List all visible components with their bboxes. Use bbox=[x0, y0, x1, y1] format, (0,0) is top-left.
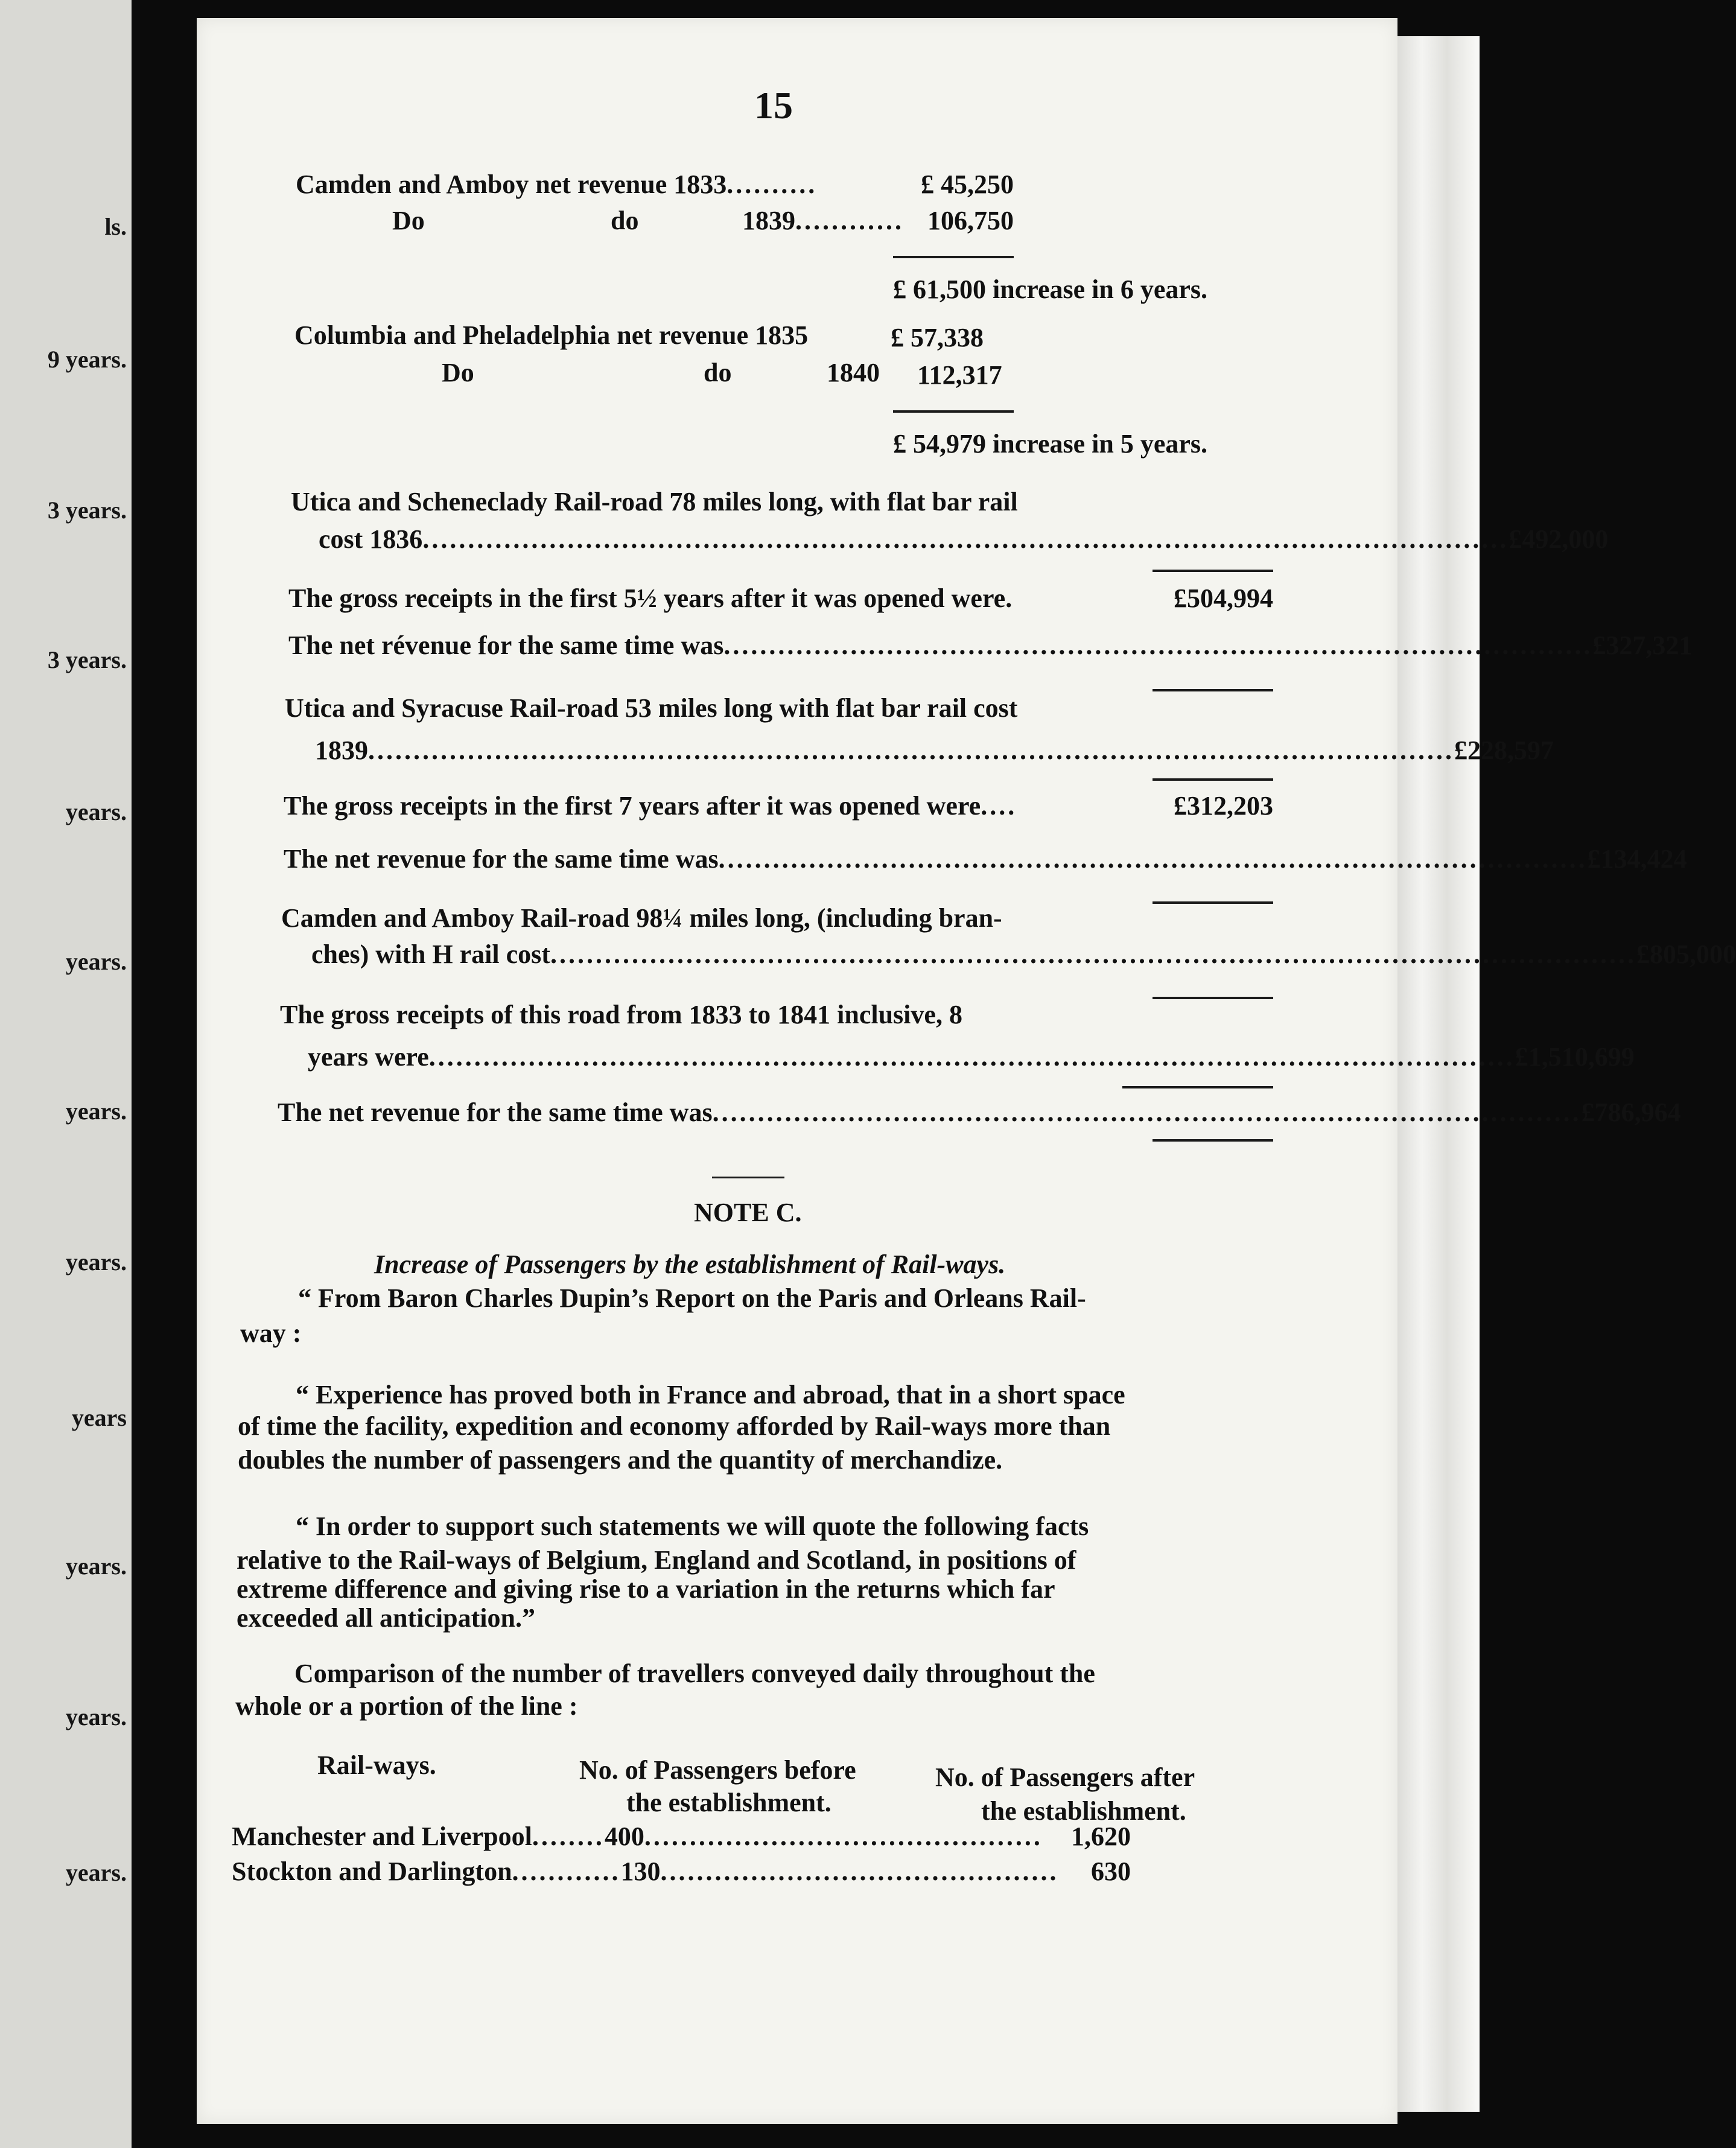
camden-road-line1: Camden and Amboy Rail-road 98¼ miles long, (including bran- bbox=[281, 903, 1002, 933]
us-net-amount: £327,321 bbox=[1592, 631, 1693, 660]
quote1-line: way : bbox=[240, 1318, 302, 1348]
quote2-line: of time the facility, expedition and economy afforded by Rail-ways more than bbox=[238, 1411, 1111, 1441]
usy-net-amount: £134,424 bbox=[1587, 844, 1687, 874]
table-cell-railway: Stockton and Darlington bbox=[232, 1857, 512, 1886]
rule bbox=[1153, 1139, 1273, 1142]
left-fragment: years. bbox=[65, 1098, 127, 1125]
utica-syracuse-line2: 1839 ........................................................................................................................ £228,597 bbox=[315, 736, 1554, 765]
us-gross-amount: £504,994 bbox=[1174, 583, 1273, 613]
utica-schenectady-amount: £492,000 bbox=[1509, 524, 1609, 554]
camden-1833-label: Camden and Amboy net revenue 1833 bbox=[296, 170, 727, 199]
page-edge bbox=[1397, 36, 1480, 2112]
left-fragment: years. bbox=[65, 1859, 127, 1886]
table-header-after-line1: No. of Passengers after bbox=[935, 1762, 1195, 1792]
left-fragment: years. bbox=[65, 948, 127, 975]
usy-net-label: The net revenue for the same time was bbox=[284, 844, 719, 874]
note-subheading: Increase of Passengers by the establishment of Rail-ways. bbox=[374, 1250, 1006, 1279]
camden-road-amount: £805,000 bbox=[1636, 939, 1736, 969]
table-header-before-line2: the establishment. bbox=[626, 1788, 831, 1817]
quote3-line: “ In order to support such statements we will quote the following facts bbox=[296, 1511, 1089, 1541]
camden-1839-do: Do bbox=[392, 206, 425, 235]
rule bbox=[1153, 997, 1273, 999]
table-header-railways: Rail-ways. bbox=[317, 1750, 436, 1780]
rule bbox=[1153, 689, 1273, 691]
table-cell-before: 130 bbox=[620, 1857, 661, 1886]
utica-schenectady-line1: Utica and Scheneclady Rail-road 78 miles long, with flat bar rail bbox=[291, 487, 1018, 516]
columbia-increase: £ 54,979 increase in 5 years. bbox=[893, 429, 1208, 459]
ca-net-line: The net revenue for the same time was ................................................................................................ £786,964 bbox=[278, 1098, 1681, 1127]
quote2-line: “ Experience has proved both in France and abroad, that in a short space bbox=[296, 1380, 1125, 1409]
sum-rule bbox=[893, 256, 1014, 258]
left-fragment: 9 years. bbox=[47, 346, 127, 373]
usy-net-line: The net revenue for the same time was ................................................................................................ £134,424 bbox=[284, 844, 1687, 874]
camden-1833-line: Camden and Amboy net revenue 1833 .......... £ 45,250 bbox=[296, 170, 1014, 199]
quote3-line: exceeded all anticipation.” bbox=[237, 1603, 535, 1633]
camden-1833-amount: £ 45,250 bbox=[921, 170, 1014, 199]
quote1-line: “ From Baron Charles Dupin’s Report on the Paris and Orleans Rail- bbox=[298, 1283, 1086, 1313]
short-rule bbox=[712, 1177, 784, 1178]
note-heading: NOTE C. bbox=[694, 1198, 802, 1227]
table-row: Manchester and Liverpool ........ 400 ............................................ 1,620 bbox=[232, 1822, 1131, 1851]
us-net-line: The net révenue for the same time was ................................................................................................ £327,321 bbox=[288, 631, 1693, 660]
sum-rule bbox=[893, 410, 1014, 413]
table-header-after-line2: the establishment. bbox=[981, 1796, 1186, 1826]
table-cell-after: 1,620 bbox=[1071, 1822, 1131, 1851]
comparison-line: Comparison of the number of travellers conveyed daily throughout the bbox=[294, 1659, 1095, 1688]
camden-increase: £ 61,500 increase in 6 years. bbox=[893, 275, 1208, 304]
utica-schenectady-cost-label: cost 1836 bbox=[319, 524, 423, 554]
utica-schenectady-line2: cost 1836 ........................................................................................................................ £492,000 bbox=[319, 524, 1609, 554]
ca-gross-line2: years were ........................................................................................................................ £1,510,699 bbox=[308, 1042, 1635, 1072]
columbia-1840-amount: 112,317 bbox=[917, 360, 1002, 390]
camden-1839-amount: 106,750 bbox=[927, 206, 1014, 235]
ca-gross-line1: The gross receipts of this road from 1833 to 1841 inclusive, 8 bbox=[280, 1000, 962, 1029]
utica-syracuse-line1: Utica and Syracuse Rail-road 53 miles long with flat bar rail cost bbox=[285, 693, 1018, 723]
left-fragment: years bbox=[71, 1404, 127, 1431]
table-header-before-line1: No. of Passengers before bbox=[579, 1755, 856, 1785]
left-fragment: years. bbox=[65, 1552, 127, 1580]
usy-gross-amount: £312,203 bbox=[1174, 791, 1273, 821]
left-facing-page bbox=[0, 0, 132, 2148]
camden-road-cost-label: ches) with H rail cost bbox=[311, 939, 550, 969]
columbia-1835-amount: £ 57,338 bbox=[891, 323, 984, 352]
quote2-line: doubles the number of passengers and the quantity of merchandize. bbox=[238, 1445, 1003, 1475]
quote3-line: relative to the Rail-ways of Belgium, England and Scotland, in positions of bbox=[237, 1545, 1076, 1575]
rule bbox=[1153, 778, 1273, 781]
us-gross-line: The gross receipts in the first 5½ years after it was opened were . £504,994 bbox=[288, 583, 1273, 613]
columbia-1840-year: 1840 bbox=[827, 358, 880, 387]
ca-gross-label: years were bbox=[308, 1042, 429, 1072]
columbia-1840-do: Do bbox=[442, 358, 474, 387]
comparison-line: whole or a portion of the line : bbox=[235, 1691, 578, 1721]
table-row: Stockton and Darlington ............ 130 ............................................ 630 bbox=[232, 1857, 1131, 1886]
ca-net-amount: £786,964 bbox=[1581, 1098, 1681, 1127]
columbia-1835-label: Columbia and Pheladelphia net revenue 1835 bbox=[294, 320, 809, 350]
utica-syracuse-amount: £228,597 bbox=[1454, 736, 1554, 765]
rule bbox=[1153, 901, 1273, 904]
table-cell-after: 630 bbox=[1091, 1857, 1131, 1886]
left-fragment: years. bbox=[65, 798, 127, 825]
quote3-line: extreme difference and giving rise to a variation in the returns which far bbox=[237, 1574, 1055, 1604]
camden-1839-do2: do bbox=[611, 206, 639, 235]
us-net-label: The net révenue for the same time was bbox=[288, 631, 724, 660]
left-fragment: 3 years. bbox=[47, 646, 127, 673]
us-gross-label: The gross receipts in the first 5½ years after it was opened were bbox=[288, 583, 1006, 613]
utica-syracuse-cost-label: 1839 bbox=[315, 736, 368, 765]
columbia-1840-do2: do bbox=[704, 358, 732, 387]
rule bbox=[1153, 570, 1273, 572]
rule bbox=[1122, 1086, 1273, 1088]
table-cell-before: 400 bbox=[604, 1822, 644, 1851]
left-fragment: years. bbox=[65, 1703, 127, 1730]
left-fragment: 3 years. bbox=[47, 497, 127, 524]
page-number: 15 bbox=[754, 84, 793, 127]
camden-1839-line: 1839 ............ 106,750 bbox=[742, 206, 1014, 235]
camden-road-line2: ches) with H rail cost ........................................................................................................................ £805,000 bbox=[311, 939, 1736, 969]
left-fragment: ls. bbox=[104, 213, 127, 240]
camden-1839-year: 1839 bbox=[742, 206, 795, 235]
left-fragment: years. bbox=[65, 1248, 127, 1276]
ca-gross-amount: £1,510,699 bbox=[1515, 1042, 1635, 1072]
usy-gross-label: The gross receipts in the first 7 years after it was opened were bbox=[284, 791, 981, 821]
usy-gross-line: The gross receipts in the first 7 years after it was opened were .... £312,203 bbox=[284, 791, 1273, 821]
table-cell-railway: Manchester and Liverpool bbox=[232, 1822, 532, 1851]
ca-net-label: The net revenue for the same time was bbox=[278, 1098, 713, 1127]
